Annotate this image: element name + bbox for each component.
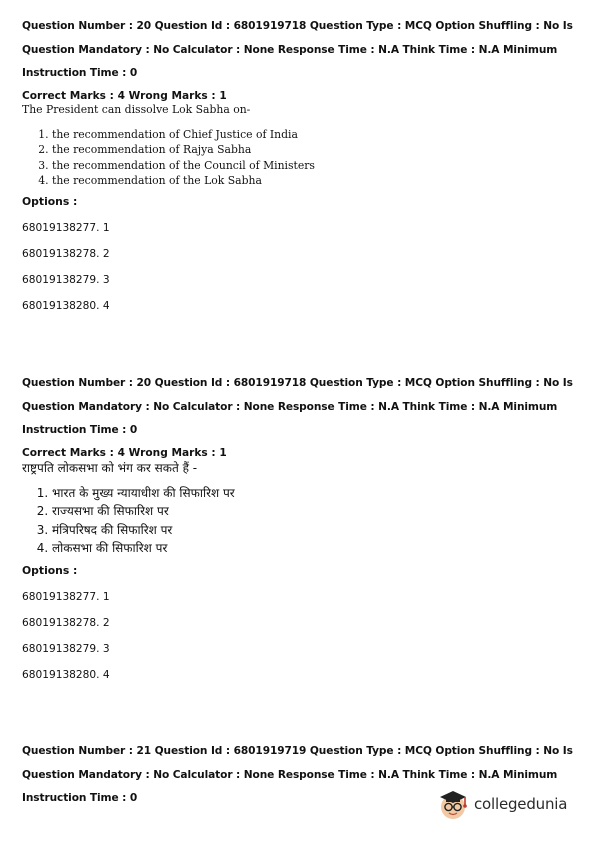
question-block-en xyxy=(22,15,582,313)
question-meta-line2: Question Mandatory : No Calculator : None Response Time : N.A Think Time : N.A Minimum xyxy=(22,768,558,781)
marks-line: Correct Marks : 4 Wrong Marks : 1 xyxy=(22,89,227,102)
option-item: 68019138277. 1 xyxy=(22,221,110,234)
logo-wordmark: collegedunia xyxy=(474,795,568,813)
question-meta-line1: Question Number : 20 Question Id : 6801919718 Question Type : MCQ Option Shuffling : No Is xyxy=(22,20,573,32)
marks-line: Correct Marks : 4 Wrong Marks : 1 xyxy=(22,446,227,459)
graduate-mascot-icon xyxy=(436,787,470,821)
statement-item: 3. the recommendation of the Council of Ministers xyxy=(52,158,582,174)
statement-item: 4. लोकसभा की सिफारिश पर xyxy=(52,539,582,558)
question-text: राष्ट्रपति लोकसभा को भंग कर सकते हैं - xyxy=(22,460,198,475)
statement-item: 3. मंत्रिपरिषद की सिफारिश पर xyxy=(52,521,582,540)
collegedunia-logo xyxy=(436,787,567,821)
question-meta-line3: Instruction Time : 0 xyxy=(22,424,138,436)
statement-item: 1. the recommendation of Chief Justice of India xyxy=(52,127,582,143)
question-meta-line1: Question Number : 21 Question Id : 6801919719 Question Type : MCQ Option Shuffling : No Is xyxy=(22,745,573,757)
question-block-hi xyxy=(22,372,582,682)
option-item: 68019138279. 3 xyxy=(22,273,110,286)
options-label: Options : xyxy=(22,194,78,208)
question-meta-line3: Instruction Time : 0 xyxy=(22,67,138,79)
statement-item: 1. भारत के मुख्य न्यायाधीश की सिफारिश पर xyxy=(52,484,582,503)
option-item: 68019138278. 2 xyxy=(22,616,110,629)
option-item: 68019138278. 2 xyxy=(22,247,110,260)
question-text: The President can dissolve Lok Sabha on- xyxy=(22,102,251,116)
statement-item: 2. the recommendation of Rajya Sabha xyxy=(52,142,582,158)
statement-list xyxy=(22,484,582,558)
question-meta-line2: Question Mandatory : No Calculator : None Response Time : N.A Think Time : N.A Minimum xyxy=(22,400,558,413)
question-meta-line1: Question Number : 20 Question Id : 6801919718 Question Type : MCQ Option Shuffling : No Is xyxy=(22,377,573,389)
option-item: 68019138279. 3 xyxy=(22,642,110,655)
option-item: 68019138280. 4 xyxy=(22,668,110,681)
option-item: 68019138277. 1 xyxy=(22,590,110,603)
statement-item: 4. the recommendation of the Lok Sabha xyxy=(52,173,582,189)
question-meta-line3: Instruction Time : 0 xyxy=(22,792,138,804)
options-label: Options : xyxy=(22,563,78,577)
question-meta-line2: Question Mandatory : No Calculator : None Response Time : N.A Think Time : N.A Minimum xyxy=(22,43,558,56)
statement-list xyxy=(22,127,582,189)
option-item: 68019138280. 4 xyxy=(22,299,110,312)
statement-item: 2. राज्यसभा की सिफारिश पर xyxy=(52,502,582,521)
